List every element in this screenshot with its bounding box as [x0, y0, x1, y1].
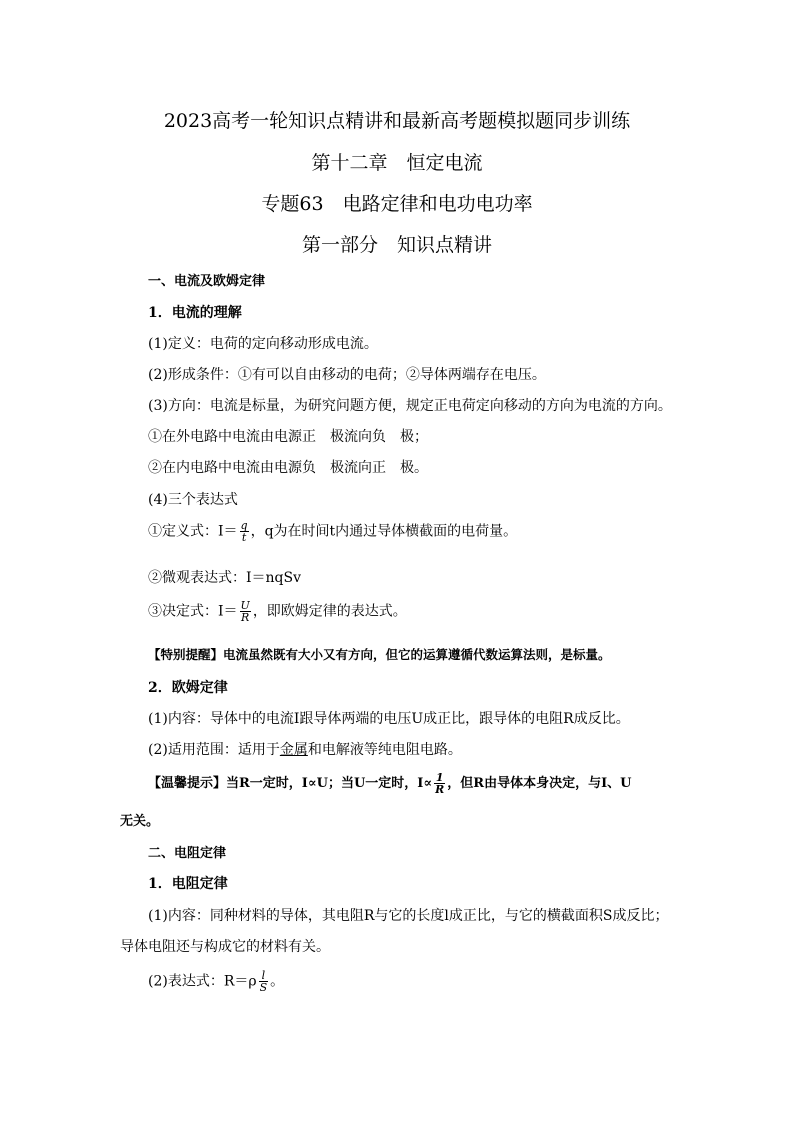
fraction-denominator: R	[435, 783, 445, 796]
fraction-numerator: U	[240, 599, 250, 612]
fraction-denominator: R	[241, 611, 250, 624]
subsection-ohm-heading: 2．欧姆定律	[148, 680, 228, 696]
formula-suffix: 。	[270, 973, 285, 990]
formula-suffix: ，q为在时间t内通过导体横截面的电荷量。	[250, 523, 518, 540]
current-definition: (1)定义：电荷的定向移动形成电流。	[148, 336, 378, 352]
scope-suffix: 和电解液等纯电阻电路。	[307, 742, 462, 758]
fraction-l-over-s	[259, 970, 269, 993]
fraction-1-over-r	[434, 772, 445, 795]
reminder-prefix: 【温馨提示】当R一定时，I∝U；当U一定时，I∝	[148, 776, 433, 791]
fraction-numerator: l	[259, 970, 269, 982]
warm-reminder-continued: 无关。	[120, 814, 160, 829]
subsection-current-heading: 1．电流的理解	[148, 305, 242, 321]
resistance-formula	[148, 970, 284, 993]
formula-prefix: ③决定式：I＝	[148, 603, 238, 620]
special-reminder: 【特别提醒】电流虽然既有大小又有方向，但它的运算遵循代数运算法则，是标量。	[148, 647, 611, 662]
main-title: 2023高考一轮知识点精讲和最新高考题模拟题同步训练	[163, 110, 631, 132]
formula-prefix: ①定义式：I＝	[148, 523, 238, 540]
fraction-denominator: S	[259, 981, 268, 994]
formula-prefix: (2)表达式：R＝ρ	[148, 973, 257, 990]
topic-title: 专题63 电路定律和电功电功率	[261, 193, 533, 215]
fraction-denominator: t	[241, 531, 247, 544]
formula-suffix: ，即欧姆定律的表达式。	[252, 603, 407, 620]
ohm-formula	[148, 600, 407, 623]
definition-formula	[148, 520, 517, 543]
resistance-content: (1)内容：同种材料的导体，其电阻R与它的长度l成正比，与它的横截面积S成反比；	[148, 908, 669, 924]
expressions-heading: (4)三个表达式	[148, 492, 238, 508]
section1-heading: 一、电流及欧姆定律	[148, 274, 266, 289]
warm-reminder	[148, 772, 632, 795]
micro-formula: ②微观表达式：I＝nqSv	[148, 570, 302, 586]
section2-heading: 二、电阻定律	[148, 846, 227, 861]
ohm-content: (1)内容：导体中的电流I跟导体两端的电压U成正比，跟导体的电阻R成反比。	[148, 711, 630, 727]
fraction-numerator: 1	[435, 771, 444, 784]
scope-prefix: (2)适用范围：适用于	[148, 742, 280, 758]
ohm-scope	[148, 739, 462, 759]
current-conditions: (2)形成条件：①有可以自由移动的电荷；②导体两端存在电压。	[148, 367, 546, 383]
fraction-q-over-t	[240, 520, 249, 543]
direction-external: ①在外电路中电流由电源正 极流向负 极；	[148, 429, 428, 445]
resistance-content-continued: 导体电阻还与构成它的材料有关。	[120, 939, 330, 955]
chapter-title: 第十二章 恒定电流	[311, 152, 483, 174]
direction-internal: ②在内电路中电流由电源负 极流向正 极。	[148, 460, 428, 476]
subsection-resistance-heading: 1．电阻定律	[148, 876, 228, 892]
part-title: 第一部分 知识点精讲	[301, 234, 492, 256]
current-direction: (3)方向：电流是标量，为研究问题方便，规定正电荷定向移动的方向为电流的方向。	[148, 398, 672, 414]
reminder-suffix: ，但R由导体本身决定，与I、U	[447, 776, 632, 791]
fraction-u-over-r	[240, 600, 251, 623]
fraction-numerator: q	[240, 519, 248, 532]
scope-underlined: 金属	[279, 742, 308, 758]
